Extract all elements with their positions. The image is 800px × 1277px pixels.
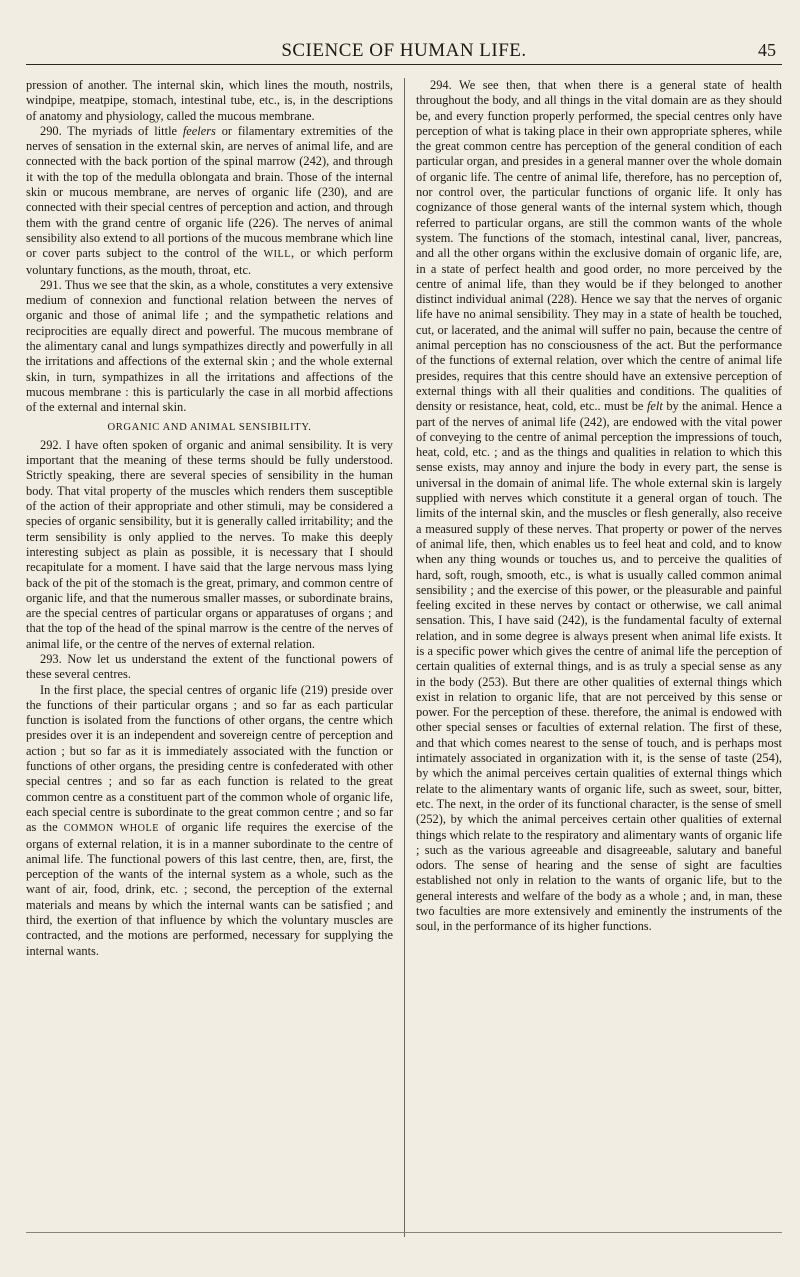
emphasis-felt: felt — [646, 399, 663, 414]
header-rule — [26, 64, 782, 65]
paragraph-294: 294. We see then, that when there is a general state of health throughout the body, and all things in the vital domain are as they should be, and every function properly performed, the special centres only have perception of what is taking place in their own appropriate spheres, while the great common centre has perception of the general condition of each particular organ, and presides in a general manner over the whole domain of organic life. The centre of animal life, therefore, has no perception of, nor control over, the particular functions of organic life. It only has cognizance of those general wants of the internal system which, though referred to particular organs, are still the common wants of the whole system. The functions of the stomach, intestinal canal, liver, pancreas, and all the other organs within the exclusive domain of organic life, are, in a state of perfect health and good order, no more perceived by the centre of animal life, than they would be if they belonged to another distinct individual animal (228). Hence we say that the nerves of organic life have no animal sensibility. They may in a state of health be touched, cut, or lacerated, and the animal will suffer no pain, because the centre of animal perception has no consciousness of the act. But the performance of the functions of external relation, over which the centre of animal life presides, requires that this centre should have an extensive perception of external things with all their qualities and conditions. The qualities of density or resistance, heat, cold, etc.. must be felt by the animal. Hence a part of the nerves of animal life (242), are endowed with the vital power of conveying to the centre of animal perception the impressions of touch, heat, cold, etc. ; and as the things and qualities in relation to which this sense exists, may annoy and injure the body in every part, the sense is universal in the domain of animal life. The whole external skin is largely supplied with nerves which constitute it a general organ of touch. The limits of the internal skin, and the muscles or flesh generally, also receive a measured supply of these nerves. That property or power of the nerves of animal life, then, which enables us to feel heat and cold, and to know when any thing wounds or touches us, and to perceive the qualities of hard, soft, rough, smooth, etc., is what is usually called common animal sensibility ; and the exercise of this power, or the pleasurable and painful feeling excited in these nerves by contact or otherwise, we call animal sensation. This, I have said (242), is the fundamental faculty of external relation, and in some degree is always present when animal life exists. It is a specific power which gives the centre of animal life the perception of certain qualities of external things, and is as truly a special sense as any in the body (253). But there are other qualities of external things which exist in relation to organic life, that are not perceived by this sense or power. For the perception of these. therefore, the animal is endowed with other special senses or faculties of external relation. The first of these, and that which comes nearest to the sense of touch, and is perhaps most intimately associated in organization with it, is the sense of taste (254), by which the animal perceives certain qualities of external things which relate to the alimentary wants of organic life, such as sweet, sour, bitter, etc. The next, in the order of its functional character, is the sense of smell (252), by which the animal perceives certain other qualities of external things which relate to the respiratory and alimentary wants of organic life ; such as the various agreeable and disagreeable, salutary and baneful odors. The sense of hearing and the sense of sight are faculties established not only in relation to the wants of organic life, but to the general interests and welfare of the body as a whole ; and, in man, these two faculties are more extensively and eminently the instruments of the soul, in the performance of its higher functions. — [416, 78, 782, 934]
paragraph-290: 290. The myriads of little feelers or filamentary extremities of the nerves of sensation in the external skin, are nerves of animal life, and are connected with the back portion of the spinal marrow (242), and through it with the top of the medulla oblongata and brain. Those of the internal skin or mucous membrane, are nerves of organic life (230), and are connected with their special centres of perception and action, and through them with the grand centre of organic life (226). The nerves of animal sensibility also extend to all portions of the mucous membrane which line or cover parts subject to the control of the WILL, or which perform voluntary functions, as the mouth, throat, etc. — [26, 123, 393, 277]
running-title: SCIENCE OF HUMAN LIFE. — [281, 40, 527, 61]
emphasis-feelers: feelers — [182, 123, 216, 138]
bottom-rule — [26, 1232, 782, 1233]
small-caps-common-whole: COMMON WHOLE — [63, 823, 159, 835]
paragraph-293: 293. Now let us understand the extent of the functional powers of these several centres. — [26, 651, 393, 682]
paragraph-293-continued: In the first place, the special centres of organic life (219) preside over the functions of their particular organs ; and so far as each particular function is isolated from the functions of other organs, the centre which presides over it is an independent and sovereign centre of perception and action ; but so far as it is immediately associated with the function or functions of other organs, the presiding centre is confederated with other special centres ; and so far as each function is related to the great common centre as a constituent part of the common whole of organic life, each special centre is subordinate to the great common centre ; and so far as the COMMON WHOLE of organic life requires the exercise of the organs of external relation, it is in a manner subordinate to the centre of animal life. The functional powers of this last centre, then, are, first, the perception of the wants of the internal system as a whole, such as the want of air, food, drink, etc. ; second, the perception of the external materials and means by which the internal wants can be satisfied ; and third, the exertion of that influence by which the voluntary muscles are contracted, and the motions are performed, necessary for supplying the internal wants. — [26, 682, 394, 958]
left-column — [26, 78, 404, 1237]
page-header — [26, 34, 782, 64]
paragraph-292: 292. I have often spoken of organic and animal sensibility. It is very important that the meaning of these terms should be fully understood. Strictly speaking, there are several species of sensibility in the human body. That vital property of the muscles which renders them susceptible of the action of their appropriate and other stimuli, may be considered a species of organic sensibility, but it is generally called irritability; and the term sensibility is only applied to the nerves. To make this deeply interesting subject as plain as possible, it is necessary that I should recapitulate for a moment. I have said that the large nervous mass lying back of the pit of the stomach is the great, primary, and common centre of organic life, and that the numerous smaller masses, or subordinate brains, are the special centres of particular organs or apparatuses of organs ; and that the top of the head of the spinal marrow is the centre of the nerves of animal life, or the centre of the nerves of external relation. — [26, 437, 393, 651]
page-number: 45 — [758, 40, 776, 60]
small-caps-will: WILL — [263, 249, 291, 261]
section-heading: ORGANIC AND ANIMAL SENSIBILITY. — [107, 421, 312, 433]
paragraph-continued: pression of another. The internal skin, which lines the mouth, nostrils, windpipe, meatpipe, stomach, intestinal tube, etc., is, in the descriptions of anatomy and physiology, called the mucous membrane. — [26, 78, 393, 123]
paragraph-291: 291. Thus we see that the skin, as a whole, constitutes a very extensive medium of connexion and functional relation between the nerves of organic and those of animal life ; and the sympathetic relations and reciprocities are equally direct and powerful. The mucous membrane of the alimentary canal and lungs sympathizes directly and powerfully in all the irritations and affections of the external skin ; and the whole external skin, in turn, sympathizes in all the irritations and affections of the mucous membrane : this is particularly the case in all morbid affections of the external and internal skin. — [26, 277, 393, 415]
right-column — [404, 78, 782, 1237]
text-columns — [26, 78, 782, 1237]
